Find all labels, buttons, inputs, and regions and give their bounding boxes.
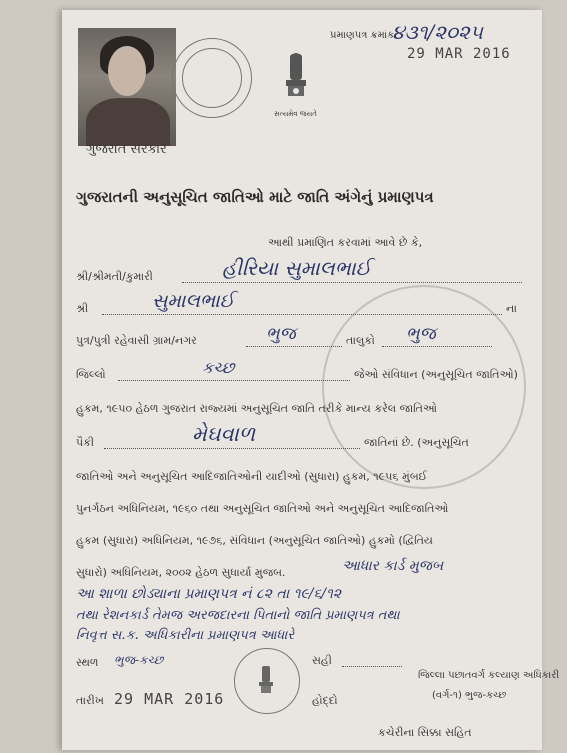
seal-note: કચેરીના સિક્કા સહિત [378,726,472,739]
district-label: જિલ્લો [76,368,106,381]
issue-date-stamp: 29 MAR 2016 [407,46,511,62]
certificate-page [62,10,560,750]
officer-office: (વર્ગ-૧) ભુજ-કચ્છ [432,690,507,701]
handwritten-line-1: આ શાળા છોડ્યાના પ્રમાણપત્ર નં ૮૨ તા ૧૯/૬/૧૨ [76,586,342,602]
district-value: કચ્છ [202,358,235,377]
certificate-title: ગુજરાતની અનુસૂચિત જાતિઓ માટે જાતિ અંગેનું પ્રમાણપત્ર [76,188,434,206]
paragraph-line-3: હુકમ (સુધારા) અધિનિયમ, ૧૯૭૬, સંવિધાન (અનુસૂચિત જાતિઓ) હુકમો (દ્વિતિય [76,534,433,547]
applicant-photo [78,28,176,146]
caste-value: મેઘવાળ [192,422,256,446]
taluka-label: તાલુકો [346,334,375,347]
taluka-value: ભુજ [406,324,436,344]
paragraph-line-4: સુધારો) અધિનિયમ, ૨૦૦૨ હેઠળ સુધાર્યા મુજબ. [76,566,286,579]
date-label: તારીખ [76,694,104,707]
name-value: હીરિયા સુમાલભાઈ [222,256,372,280]
father-suffix: ના [506,302,517,315]
place-label: સ્થળ [76,656,99,669]
stamp-emblem-icon [256,664,276,696]
paragraph-line-1: જાતિઓ અને અનુસૂચિત આદિજાતિઓની યાદીઓ (સુધારા) હુકમ, ૧૯૫૬ મુંબઈ [76,470,428,483]
father-value: સુમાલભાઈ [152,290,235,312]
caste-label: પૈકી [76,436,95,449]
designation-label: હોદ્દો [312,694,338,707]
watermark-seal [322,285,526,489]
government-name: ગુજરાત સરકાર [86,142,167,157]
intro-text: આથી પ્રમાણિત કરવામાં આવે છે કે, [268,236,423,249]
place-value: ભુજ-કચ્છ [114,653,164,667]
order-line: હુકમ, ૧૯૫૦ હેઠળ ગુજરાત રાજ્યમાં અનુસૂચિત જાતિ તરીકે માન્ય કરેલ જાતિઓ [76,402,437,415]
district-suffix: જેઓ સંવિધાન (અનુસૂચિત જાતિઓ) [354,368,518,381]
father-label: શ્રી [76,302,89,315]
date-value: 29 MAR 2016 [114,690,225,708]
handwritten-line-3: નિવૃત્ત સ.ક. અધિકારીના પ્રમાણપત્ર આધારે [76,628,295,643]
emblem-caption: સત્યમેવ જયતે [274,110,317,118]
officer-title: જિલ્લા પછાતવર્ગ કલ્યાણ અધિકારી [418,670,560,681]
caste-suffix: જાતિનાં છે. (અનુસૂચિત [364,436,469,449]
national-emblem-icon [280,50,312,106]
paragraph-line-2: પુનર્ગઠન અધિનિયમ, ૧૯૬૦ તથા અનુસૂચિત જાતિઓ અને અનુસૂચિત આદિજાતિઓ [76,502,449,515]
aadhaar-note: આધાર કાર્ડ મુજબ [342,558,444,574]
village-label: પુત્ર/પુત્રી રહેવાસી ગ્રામ/નગર [76,334,197,347]
handwritten-line-2: તથા રેશનકાર્ડ તેમજ અરજદારના પિતાનો જાતિ પ્રમાણપત્ર તથા [76,608,400,623]
sign-label: સહી [312,654,332,667]
certificate-number-label: પ્રમાણપત્ર ક્રમાંક: [330,30,398,41]
certificate-number: ૪૩૧/૨૦૨૫ [392,20,483,44]
name-label: શ્રી/શ્રીમતી/કુમારી [76,270,153,283]
village-value: ભુજ [266,324,296,344]
